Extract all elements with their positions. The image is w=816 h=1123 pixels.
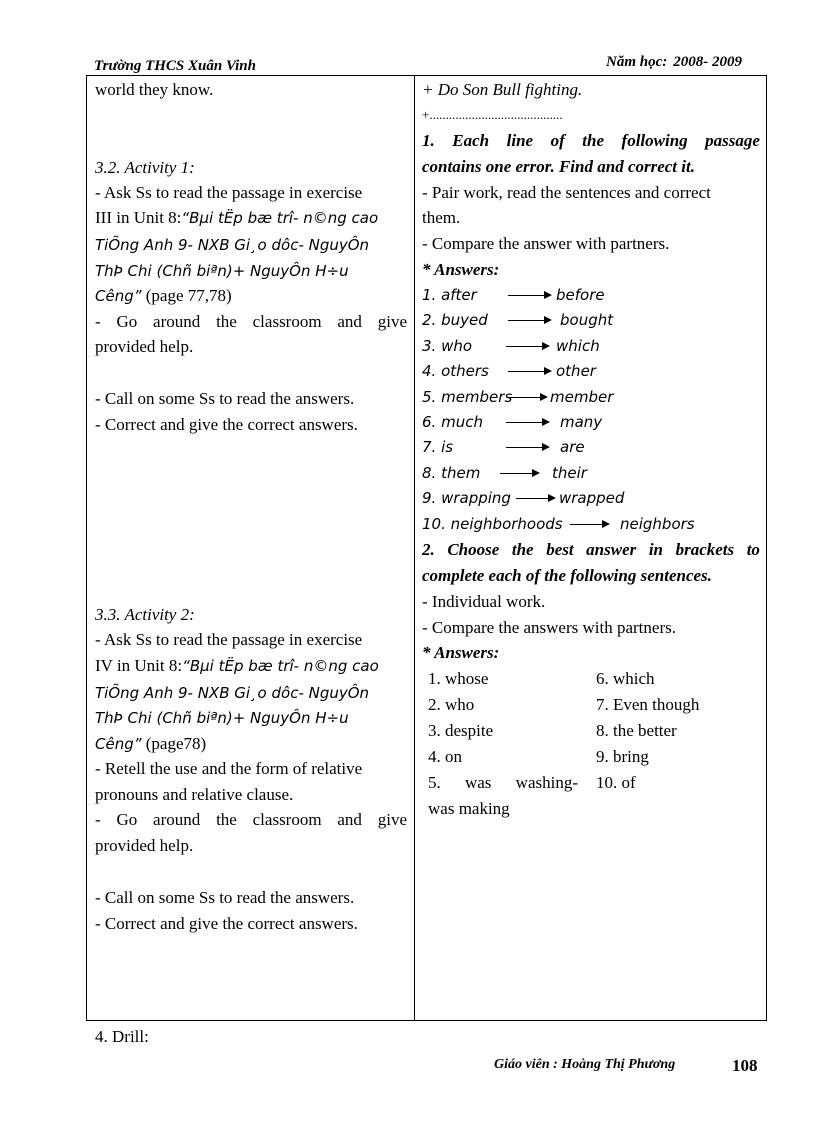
right-arrow-icon: [506, 346, 548, 347]
wrong-word: 8. them: [422, 463, 481, 482]
left-line: - Ask Ss to read the passage in exercise: [95, 183, 363, 202]
corrected-word: neighbors: [620, 514, 695, 533]
corrected-word: are: [560, 438, 585, 457]
answer-item: 7. Even though: [596, 695, 700, 714]
answers-1-label: * Answers:: [422, 260, 500, 279]
right-line: them.: [422, 208, 461, 227]
answer-item: 3. despite: [428, 721, 494, 740]
school-year-label: Năm học:: [606, 54, 668, 70]
right-arrow-icon: [506, 422, 548, 423]
school-year-value: 2008- 2009: [673, 54, 742, 70]
answer-item: 2. who: [428, 695, 475, 714]
wrong-word: 5. members: [422, 387, 513, 406]
column-divider: [414, 75, 415, 1021]
right-arrow-icon: [508, 295, 550, 296]
right-arrow-icon: [516, 498, 554, 499]
corrected-word: many: [560, 413, 603, 431]
wrong-word: 1. after: [422, 286, 477, 304]
left-line: ThÞ Chi (Chñ biªn)+ NguyÔn H÷u: [95, 262, 349, 280]
exercise-2-heading-cont: complete each of the following sentences.: [422, 566, 712, 585]
activity-2-heading: 3.3. Activity 2:: [95, 605, 195, 624]
right-line: - Pair work, read the sentences and correct: [422, 183, 711, 202]
wrong-word: 3. who: [422, 336, 473, 355]
left-line: Cêng” (page 77,78): [95, 286, 232, 305]
school-name: Trường THCS Xuân Vinh: [94, 58, 256, 74]
left-line: world they know.: [95, 80, 214, 99]
exercise-2-heading: 2. Choose the best answer in brackets to: [422, 540, 760, 559]
wrong-word: 9. wrapping: [422, 489, 511, 508]
left-line: - Correct and give the correct answers.: [95, 415, 358, 434]
right-arrow-icon: [500, 473, 538, 474]
left-line: Cêng” (page78): [95, 734, 207, 753]
right-line: +.........................................: [422, 107, 563, 122]
answer-item: 9. bring: [596, 747, 649, 766]
left-line: - Correct and give the correct answers.: [95, 914, 358, 933]
left-line: - Go around the classroom and give: [95, 312, 407, 331]
answer-item: 5. was washing-: [428, 773, 578, 792]
right-line: - Compare the answers with partners.: [422, 618, 676, 637]
school-year: [606, 54, 742, 71]
corrected-word: their: [552, 463, 587, 482]
right-line: - Compare the answer with partners.: [422, 234, 670, 253]
wrong-word: 10. neighborhoods: [422, 514, 563, 533]
exercise-1-heading-cont: contains one error. Find and correct it.: [422, 157, 695, 176]
corrected-word: bought: [560, 311, 614, 330]
left-line: ThÞ Chi (Chñ biªn)+ NguyÔn H÷u: [95, 709, 349, 727]
right-line: + Do Son Bull fighting.: [422, 80, 583, 99]
left-line: III in Unit 8:“Bµi tËp bæ trî- n©ng cao: [95, 208, 379, 227]
teacher-name: Giáo viên : Hoàng Thị Phương: [494, 1057, 676, 1072]
exercise-1-heading: 1. Each line of the following passage: [422, 131, 760, 150]
left-line: TiÕng Anh 9- NXB Gi¸o dôc- NguyÔn: [95, 684, 370, 702]
wrong-word: 4. others: [422, 362, 489, 381]
answer-item: 6. which: [596, 669, 655, 688]
wrong-word: 2. buyed: [422, 311, 488, 330]
answer-item: 8. the better: [596, 721, 677, 740]
drill-heading: 4. Drill:: [95, 1027, 149, 1046]
left-line: - Call on some Ss to read the answers.: [95, 389, 355, 408]
right-arrow-icon: [570, 524, 608, 525]
left-line: IV in Unit 8:“Bµi tËp bæ trî- n©ng cao: [95, 656, 379, 675]
answers-2-label: * Answers:: [422, 643, 500, 662]
answer-item: 1. whose: [428, 669, 489, 688]
answer-item: 10. of: [596, 773, 636, 792]
corrected-word: before: [556, 286, 605, 304]
activity-1-heading: 3.2. Activity 1:: [95, 158, 195, 177]
wrong-word: 7. is: [422, 438, 454, 457]
right-arrow-icon: [506, 447, 548, 448]
answer-item: 4. on: [428, 747, 462, 766]
left-line: - Ask Ss to read the passage in exercise: [95, 630, 363, 649]
corrected-word: member: [550, 387, 614, 406]
right-arrow-icon: [508, 320, 550, 321]
page-number: 108: [732, 1056, 758, 1075]
left-line: - Go around the classroom and give: [95, 810, 407, 829]
corrected-word: wrapped: [559, 489, 625, 508]
right-arrow-icon: [508, 371, 550, 372]
left-line: - Call on some Ss to read the answers.: [95, 888, 355, 907]
wrong-word: 6. much: [422, 413, 483, 431]
right-line: - Individual work.: [422, 592, 546, 611]
right-arrow-icon: [508, 397, 546, 398]
left-line: pronouns and relative clause.: [95, 785, 294, 804]
left-line: TiÕng Anh 9- NXB Gi¸o dôc- NguyÔn: [95, 236, 370, 254]
left-line: provided help.: [95, 836, 194, 855]
corrected-word: other: [556, 362, 596, 381]
left-line: - Retell the use and the form of relative: [95, 759, 363, 778]
answer-item: was making: [428, 799, 510, 818]
corrected-word: which: [556, 336, 600, 355]
left-line: provided help.: [95, 337, 194, 356]
